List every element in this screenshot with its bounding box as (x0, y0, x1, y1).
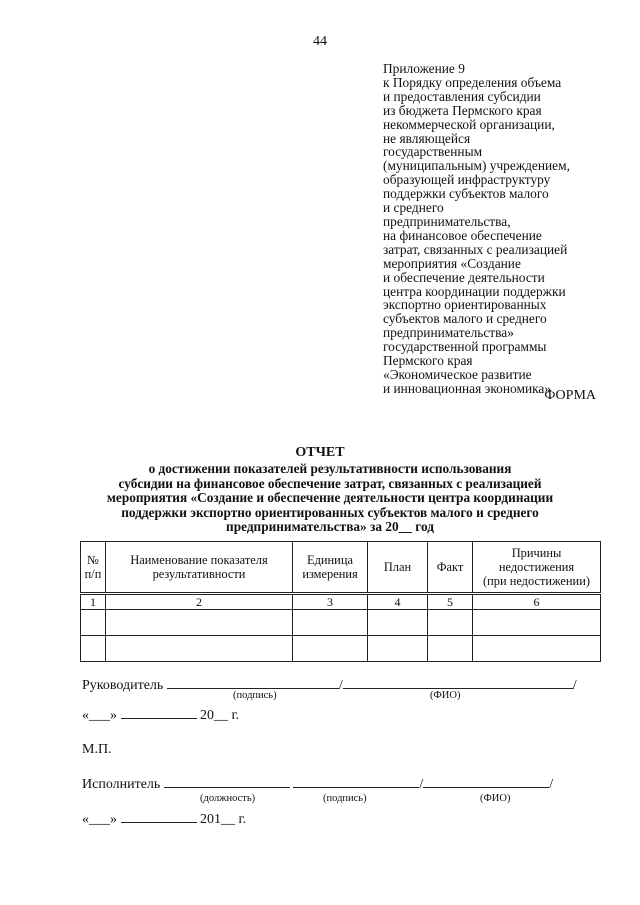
executor-signature-field[interactable] (293, 775, 419, 788)
table-cell[interactable] (473, 610, 601, 636)
appendix-line: затрат, связанных с реализацией (383, 241, 568, 257)
appendix-line: государственной программы (383, 339, 547, 355)
appendix-line: Приложение 9 (383, 61, 465, 76)
column-number: 2 (106, 594, 293, 610)
appendix-line: и среднего (383, 200, 444, 216)
page-number: 44 (313, 34, 327, 49)
slash: / (338, 678, 343, 693)
year-field[interactable]: 201__ г. (200, 812, 247, 827)
table-cell[interactable] (428, 636, 473, 662)
appendix-line: государственным (383, 144, 483, 160)
column-header-line: Причины (511, 546, 562, 560)
report-subtitle (60, 462, 600, 535)
table-cell[interactable] (293, 610, 368, 636)
appendix-line: экспортно ориентированных (383, 297, 547, 313)
column-header-line: Факт (436, 560, 464, 574)
executor-label: Исполнитель (82, 777, 161, 792)
podpis-hint: (подпись) (233, 690, 277, 701)
appendix-line: субъектов малого и среднего (383, 311, 547, 327)
report-title: ОТЧЕТ (295, 445, 345, 460)
appendix-line: не являющейся (383, 130, 471, 146)
table-cell[interactable] (106, 636, 293, 662)
column-number: 5 (428, 594, 473, 610)
slash: / (419, 777, 424, 792)
column-header (106, 542, 293, 594)
table-cell[interactable] (368, 610, 428, 636)
table-cell[interactable] (106, 610, 293, 636)
year-field[interactable]: 20__ г. (200, 708, 240, 723)
column-number: 1 (81, 594, 106, 610)
subtitle-line: мероприятия «Создание и обеспечение деятельности центра координации (106, 490, 554, 505)
month-field[interactable] (121, 810, 197, 823)
podpis-hint: (подпись) (323, 793, 367, 804)
column-header-line: результативности (152, 567, 246, 581)
table-cell[interactable] (293, 636, 368, 662)
subtitle-line: поддержки экспортно ориентированных субъектов малого и среднего (121, 504, 539, 520)
column-number: 4 (368, 594, 428, 610)
appendix-line: и предоставления субсидии (383, 88, 541, 104)
mp-label: М.П. (82, 742, 112, 757)
column-header-line: Единица (307, 553, 353, 567)
date-line-2 (82, 810, 246, 828)
subtitle-line: предпринимательства» за 20__ год (226, 519, 434, 534)
appendix-line: Пермского края (383, 353, 473, 369)
fio-hint: (ФИО) (430, 690, 461, 701)
column-header (81, 542, 106, 594)
executor-position-field[interactable] (164, 775, 290, 788)
appendix-block (383, 62, 623, 396)
appendix-line: поддержки субъектов малого (383, 186, 549, 202)
appendix-line: некоммерческой организации, (383, 116, 555, 132)
appendix-line: предпринимательства, (383, 213, 511, 229)
appendix-line: из бюджета Пермского края (383, 102, 542, 118)
table-row (81, 610, 601, 636)
column-header (473, 542, 601, 594)
column-header (293, 542, 368, 594)
appendix-line: центра координации поддержки (383, 283, 566, 299)
column-header (368, 542, 428, 594)
column-number-row (81, 594, 601, 610)
dolzhnost-hint: (должность) (200, 793, 256, 804)
executor-signature-line (82, 775, 553, 793)
forma-label: ФОРМА (544, 388, 596, 403)
day-field[interactable]: «___» (82, 708, 117, 723)
appendix-line: «Экономическое развитие (383, 366, 532, 382)
appendix-line: и обеспечение деятельности (383, 269, 545, 285)
appendix-line: образующей инфраструктуру (383, 172, 551, 188)
column-header-line: (при недостижении) (483, 574, 590, 588)
month-field[interactable] (121, 706, 197, 719)
appendix-line: мероприятия «Создание (383, 255, 521, 271)
appendix-line: (муниципальным) учреждением, (383, 158, 570, 174)
column-header-line: недостижения (498, 560, 575, 574)
column-header-line: измерения (302, 567, 358, 581)
executor-fio-field[interactable] (423, 775, 549, 788)
head-fio-field[interactable] (343, 676, 573, 689)
appendix-line: на финансовое обеспечение (383, 227, 542, 243)
column-header-line: п/п (84, 567, 102, 581)
table-row (81, 636, 601, 662)
column-header-line: План (383, 560, 412, 574)
column-number: 3 (293, 594, 368, 610)
fio-hint: (ФИО) (480, 793, 511, 804)
table-cell[interactable] (81, 610, 106, 636)
column-header-line: Наименование показателя (130, 553, 268, 567)
slash: / (549, 777, 554, 792)
date-line-1 (82, 706, 239, 724)
head-signature-line (82, 676, 577, 694)
head-label: Руководитель (82, 678, 164, 693)
head-signature-field[interactable] (167, 676, 339, 689)
appendix-line: к Порядку определения объема (383, 74, 562, 90)
subtitle-line: субсидии на финансовое обеспечение затрат, связанных с реализацией (118, 475, 542, 491)
table-cell[interactable] (81, 636, 106, 662)
table-cell[interactable] (428, 610, 473, 636)
slash: / (572, 678, 577, 693)
column-number: 6 (473, 594, 601, 610)
subtitle-line: о достижении показателей результативности использования (148, 461, 512, 476)
column-header (428, 542, 473, 594)
table-header-row (81, 542, 601, 594)
column-header-line: № (87, 553, 99, 567)
table-cell[interactable] (473, 636, 601, 662)
appendix-line: и инновационная экономика» (383, 380, 552, 396)
table-cell[interactable] (368, 636, 428, 662)
indicators-table (80, 541, 601, 662)
appendix-line: предпринимательства» (383, 325, 514, 341)
day-field[interactable]: «___» (82, 812, 117, 827)
